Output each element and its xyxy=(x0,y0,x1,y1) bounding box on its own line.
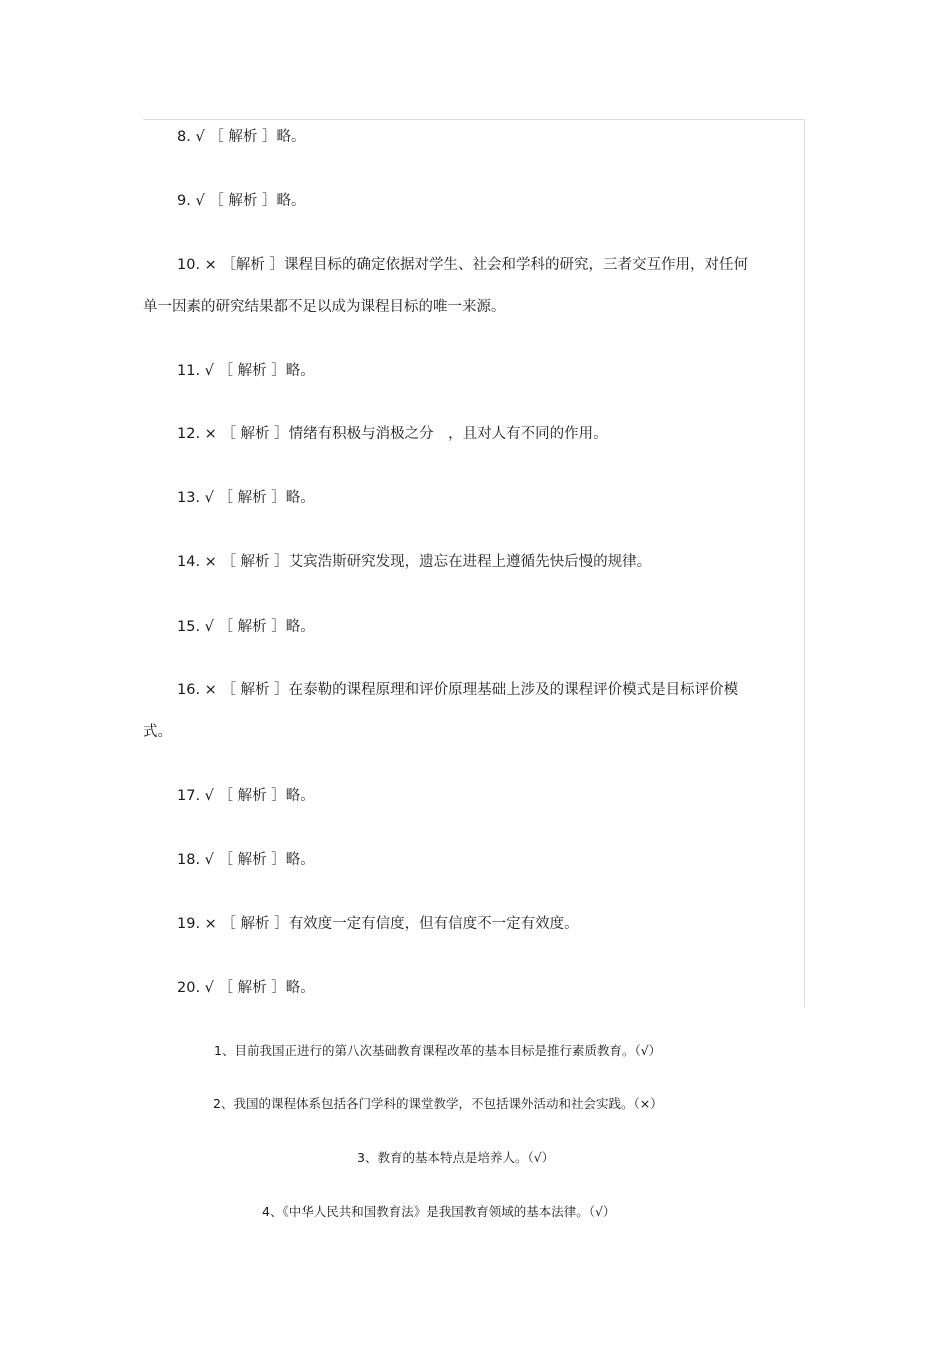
answer-item-10: 10. × ［解析 ］课程目标的确定依据对学生、社会和学科的研究，三者交互作用，对任何 xyxy=(177,257,749,273)
answer-item-12: 12. × ［ 解析 ］情绪有积极与消极之分 ，且对人有不同的作用。 xyxy=(177,426,608,442)
answer-item-19: 19. × ［ 解析 ］有效度一定有信度，但有信度不一定有效度。 xyxy=(177,916,579,932)
answer-item-9: 9. √ ［ 解析 ］略。 xyxy=(177,193,306,209)
answer-item-14: 14. × ［ 解析 ］艾宾浩斯研究发现，遗忘在进程上遵循先快后慢的规律。 xyxy=(177,554,652,570)
answer-item-16-continued: 式。 xyxy=(143,724,172,740)
answer-item-17: 17. √ ［ 解析 ］略。 xyxy=(177,788,315,804)
answer-item-15: 15. √ ［ 解析 ］略。 xyxy=(177,619,315,635)
answer-item-10-continued: 单一因素的研究结果都不足以成为课程目标的唯一来源。 xyxy=(143,299,506,315)
answer-item-18: 18. √ ［ 解析 ］略。 xyxy=(177,852,315,868)
answer-item-20: 20. √ ［ 解析 ］略。 xyxy=(177,980,315,996)
answer-item-16: 16. × ［ 解析 ］在泰勒的课程原理和评价原理基础上涉及的课程评价模式是目标评价模 xyxy=(177,682,739,698)
question-4: 4、《中华人民共和国教育法》是我国教育领域的基本法律。（√） xyxy=(262,1204,616,1219)
question-1: 1、目前我国正进行的第八次基础教育课程改革的基本目标是推行素质教育。（√） xyxy=(214,1043,662,1058)
answer-item-8: 8. √ ［ 解析 ］略。 xyxy=(177,129,306,145)
question-3: 3、教育的基本特点是培养人。（√） xyxy=(357,1150,555,1165)
answer-item-13: 13. √ ［ 解析 ］略。 xyxy=(177,490,315,506)
question-2: 2、我国的课程体系包括各门学科的课堂教学，不包括课外活动和社会实践。（×） xyxy=(213,1096,663,1111)
answer-item-11: 11. √ ［ 解析 ］略。 xyxy=(177,363,315,379)
